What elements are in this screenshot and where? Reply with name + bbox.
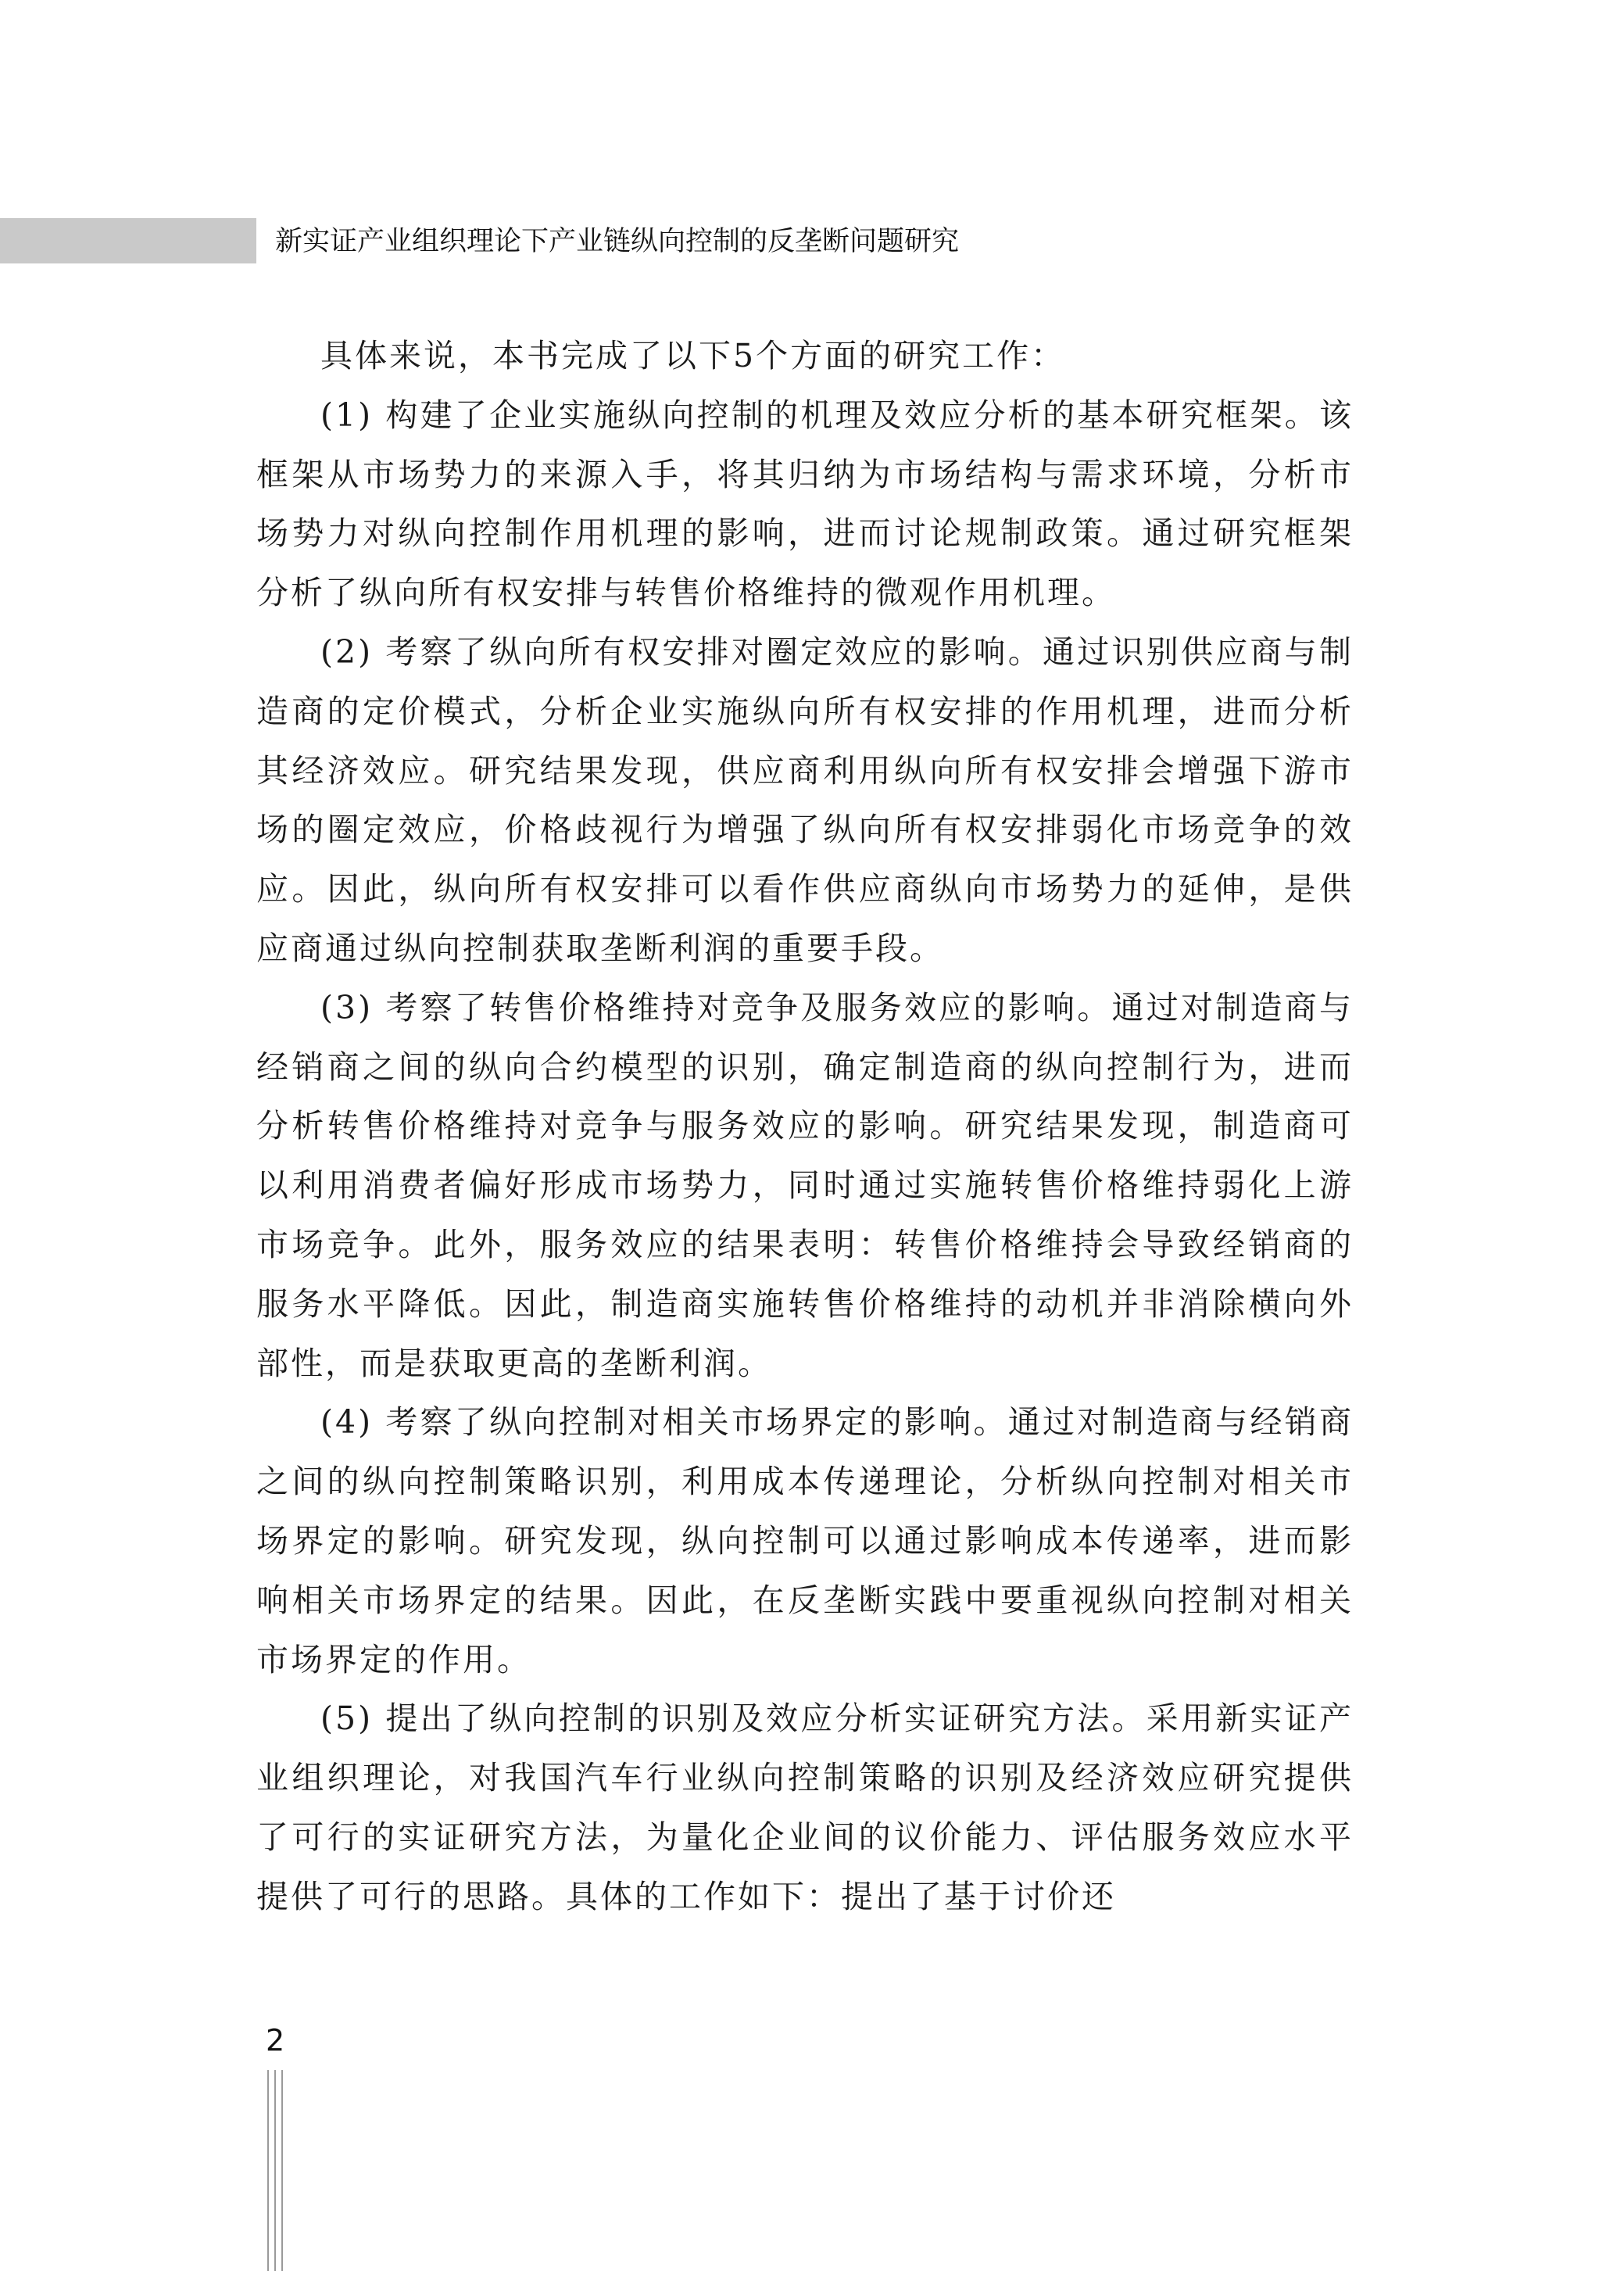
body-text — [256, 327, 1354, 1927]
header-gray-bar — [0, 218, 256, 263]
paragraph-item-4: (4) 考察了纵向控制对相关市场界定的影响。通过对制造商与经销商之间的纵向控制策略识别，利用成本传递理论，分析纵向控制对相关市场界定的影响。研究发现，纵向控制可以通过影响成本传递率，进而影响相关市场界定的结果。因此，在反垄断实践中要重视纵向控制对相关市场界定的作用。 — [256, 1403, 1354, 1678]
paragraph-item-3: (3) 考察了转售价格维持对竞争及服务效应的影响。通过对制造商与经销商之间的纵向合约模型的识别，确定制造商的纵向控制行为，进而分析转售价格维持对竞争与服务效应的影响。研究结果发现，制造商可以利用消费者偏好形成市场势力，同时通过实施转售价格维持弱化上游市场竞争。此外，服务效应的结果表明：转售价格维持会导致经销商的服务水平降低。因此，制造商实施转售价格维持的动机并非消除横向外部性，而是获取更高的垄断利润。 — [256, 988, 1354, 1382]
paragraph-item-2: (2) 考察了纵向所有权安排对圈定效应的影响。通过识别供应商与制造商的定价模式，分析企业实施纵向所有权安排的作用机理，进而分析其经济效应。研究结果发现，供应商利用纵向所有权安排会增强下游市场的圈定效应，价格歧视行为增强了纵向所有权安排弱化市场竞争的效应。因此，纵向所有权安排可以看作供应商纵向市场势力的延伸，是供应商通过纵向控制获取垄断利润的重要手段。 — [256, 632, 1354, 967]
paragraph-intro: 具体来说，本书完成了以下5个方面的研究工作： — [320, 337, 1066, 374]
margin-decoration-lines — [267, 2070, 291, 2271]
running-header-title: 新实证产业组织理论下产业链纵向控制的反垄断问题研究 — [275, 226, 960, 257]
paragraph-item-5: (5) 提出了纵向控制的识别及效应分析实证研究方法。采用新实证产业组织理论，对我国汽车行业纵向控制策略的识别及经济效应研究提供了可行的实证研究方法，为量化企业间的议价能力、评估服务效应水平提供了可行的思路。具体的工作如下：提出了基于讨价还 — [256, 1700, 1354, 1915]
page-number: 2 — [266, 2023, 285, 2058]
paragraph-item-1: (1) 构建了企业实施纵向控制的机理及效应分析的基本研究框架。该框架从市场势力的来源入手，将其归纳为市场结构与需求环境，分析市场势力对纵向控制作用机理的影响，进而讨论规制政策。通过研究框架分析了纵向所有权安排与转售价格维持的微观作用机理。 — [256, 396, 1354, 612]
